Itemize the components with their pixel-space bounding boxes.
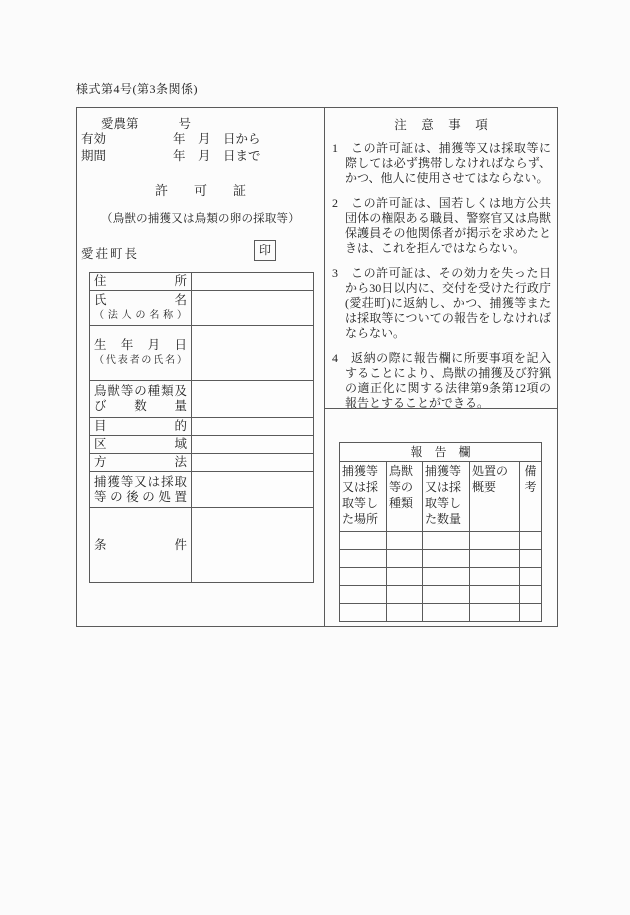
field-label-birthdate: 生年月日: [94, 338, 187, 352]
field-label-disposal-line2: 等の後の処置: [94, 489, 187, 504]
report-col-capture-quantity: 捕獲等又は採取等した数量: [423, 462, 470, 532]
cautions-section: [325, 108, 557, 409]
field-label-representative: （代表者の氏名）: [94, 355, 187, 366]
report-table: [339, 442, 542, 622]
field-value-name: [192, 291, 314, 326]
report-empty-row: [340, 532, 542, 550]
issuer-name: 愛荘町長: [81, 247, 140, 261]
caution-item-2: 2 この許可証は、国若しくは地方公共団体の権限ある職員、警察官又は鳥獣保護員その他関係者が掲示を求めたときは、これを拒んではならない。: [332, 196, 551, 255]
permit-certificate-frame: [76, 107, 558, 627]
field-value-birthdate: [192, 326, 314, 381]
validity-period-label: 有効 期間: [81, 132, 107, 163]
field-value-method: [192, 454, 314, 472]
field-value-purpose: [192, 418, 314, 436]
report-col-capture-place: 捕獲等又は採取等した場所: [340, 462, 387, 532]
field-label-area: 区域: [94, 437, 187, 451]
permit-subtitle: （鳥獣の捕獲又は鳥類の卵の採取等）: [101, 213, 300, 225]
field-row-conditions: [90, 508, 314, 583]
validity-from: 年 月 日から: [173, 132, 261, 146]
field-row-address: [90, 273, 314, 291]
caution-item-4: 4 返納の際に報告欄に所要事項を記入することにより、鳥獣の捕獲及び狩猟の適正化に関する法律第9条第12項の報告とすることができる。: [332, 351, 551, 409]
field-label-address: 住所: [94, 274, 187, 288]
report-empty-row: [340, 586, 542, 604]
field-label-conditions: 条件: [94, 537, 187, 552]
report-col-remarks: 備考: [520, 462, 542, 532]
report-col-disposal-summary: 処置の概要: [470, 462, 520, 532]
report-empty-row: [340, 568, 542, 586]
field-label-method: 方法: [94, 455, 187, 469]
field-value-area: [192, 436, 314, 454]
cautions-heading: 注 意 事 項: [394, 118, 489, 132]
report-heading-row: [340, 443, 542, 462]
field-value-address: [192, 273, 314, 291]
field-value-disposal: [192, 472, 314, 508]
field-value-conditions: [192, 508, 314, 583]
report-column-header-row: [340, 462, 542, 532]
field-row-birthdate: [90, 326, 314, 381]
caution-item-1: 1 この許可証は、捕獲等又は採取等に際しては必ず携帯しなければならず、かつ、他人に使用させてはならない。: [332, 141, 551, 185]
permit-body-column: [77, 108, 325, 626]
field-row-species-quantity: [90, 381, 314, 418]
field-row-purpose: [90, 418, 314, 436]
report-heading: 報 告 欄: [340, 443, 542, 462]
notes-report-column: [325, 108, 557, 626]
serial-prefix-label: 愛農第: [101, 117, 139, 131]
validity-to: 年 月 日まで: [173, 149, 261, 163]
form-style-number: 様式第4号(第3条関係): [76, 82, 198, 96]
field-row-method: [90, 454, 314, 472]
field-row-disposal: [90, 472, 314, 508]
permit-title: 許 可 証: [154, 183, 246, 198]
report-empty-row: [340, 550, 542, 568]
report-empty-row: [340, 604, 542, 622]
field-value-species-quantity: [192, 381, 314, 418]
seal-mark: 印: [254, 240, 276, 261]
caution-item-3: 3 この許可証は、その効力を失った日から30日以内に、交付を受けた行政庁(愛荘町)に返納し、かつ、捕獲等または採取等についての報告をしなければならない。: [332, 266, 551, 340]
field-label-species-line1: 鳥獣等の種類及: [94, 384, 187, 398]
field-row-name: [90, 291, 314, 326]
validity-period-dates: [173, 131, 261, 165]
field-label-species-line2: び数量: [94, 399, 187, 413]
applicant-fields-table: [89, 272, 314, 583]
report-col-species: 鳥獣等の種類: [387, 462, 423, 532]
field-label-corporate-name: （法人の名称）: [94, 310, 187, 321]
field-row-area: [90, 436, 314, 454]
serial-unit-label: 号: [178, 117, 192, 131]
field-label-name: 氏名: [94, 293, 187, 307]
field-label-purpose: 目的: [94, 419, 187, 433]
serial-number-line: [101, 114, 191, 132]
field-label-disposal-line1: 捕獲等又は採取: [94, 474, 187, 489]
report-section: [325, 409, 557, 626]
